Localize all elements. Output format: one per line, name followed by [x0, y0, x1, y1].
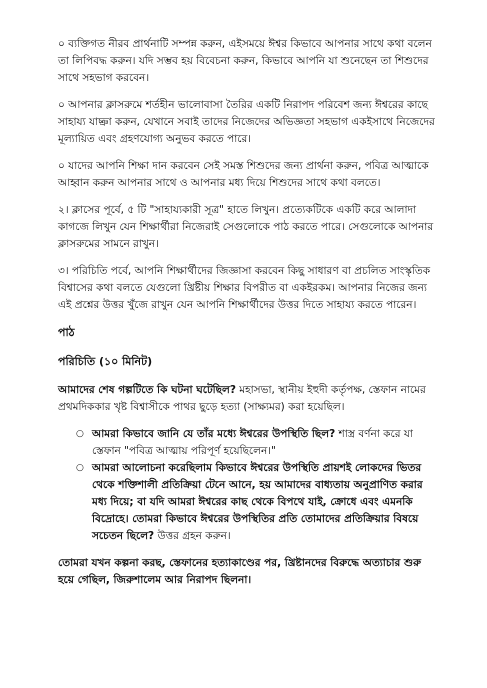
question-text: আমরা কিভাবে জানি যে তাঁর মধ্যে ঈশ্বরের উপস্থিতি ছিল? [92, 428, 336, 440]
question-text: আমরা আলোচনা করেছিলাম কিভাবে ঈশ্বরের উপস্থিতি প্রায়শই লোকদের ভিতর থেকে শক্তিশালী প্রতিক্রিয়া টেনে আনে, হয় আমাদের বাধ্যতায় অনুপ্রাণিত করার মধ্য দিয়ে; বা যদি আমরা ঈশ্বরের কাছ থেকে বিপথে যাই, ক্রোধে এবং এমনকি বিদ্রোহে। তোমরা কিভাবে ঈশ্বরের উপস্থিতির প্রতি তোমাদের প্রতিক্রিয়ার বিষয়ে সচেতন ছিলে? [92, 462, 423, 542]
question-answer: শাস্ত্র বর্ণনা করে যা স্তেফান "পবিত্র আত্মায় পরিপূর্ণ হয়েছিলেন।" [92, 428, 413, 457]
prayer-instruction-2: ০ আপনার ক্লাসরুমে শর্তহীন ভালোবাসা তৈরির একটি নিরাপদ পরিবেশ জন্য ঈশ্বরের কাছে সাহায্য যাচ্ঞা করুন, যেখানে সবাই তাদের নিজেদের অভিজ্ঞতা সহভাগ একইসাথে নিজেদের মূল্যায়িত এবং গ্রহণযোগ্য অনুভব করতে পারে। [58, 99, 435, 145]
intro-answer: মহাসভা, স্থানীয় ইহুদী কর্তৃপক্ষ, স্তেফান নামের প্রথমদিককার খৃষ্ট বিশ্বাসীকে পাথর ছুড়ে হত্যা (সাক্ষ্যমর) করা হয়েছিল। [58, 384, 426, 413]
lesson-heading: পাঠ [58, 326, 75, 339]
intro-heading: পরিচিতি (১০ মিনিট) [58, 355, 153, 368]
discussion-question-list [58, 426, 436, 545]
list-item [76, 426, 436, 460]
list-item [76, 460, 436, 545]
circle-bullet-icon: ○ [76, 429, 84, 439]
circle-bullet-icon: ○ [76, 463, 84, 473]
prayer-instruction-1: ০ ব্যক্তিগত নীরব প্রার্থনাটি সম্পন্ন করুন, এইসময়ে ঈশ্বর কিভাবে আপনার সাথে কথা বলেন তা লিপিবদ্ধ করুন। যদি সম্ভব হয় বিবেচনা করুন, কিভাবে আপনি যা শুনেছেন তা শিশুদের সাথে সহভাগ করবেন। [58, 38, 432, 84]
preparation-step-2: ২। ক্লাসের পূর্বে, ৫ টি "সাহায্যকারী সূত্র" হাতে লিখুন। প্রত্যেকটিকে একটি করে আলাদা কাগজে লিখুন যেন শিক্ষার্থীরা নিজেরাই সেগুলোকে পাঠ করতে পারে। সেগুলোকে আপনার ক্লাসরুমের সামনে রাখুন। [58, 204, 434, 250]
intro-question: আমাদের শেষ গল্পটিতে কি ঘটনা ঘটেছিল? [58, 384, 236, 396]
preparation-step-3: ৩। পরিচিতি পর্বে, আপনি শিক্ষার্থীদের জিজ্ঞাসা করবেন কিছু সাধারণ বা প্রচলিত সাংস্কৃতিক বিশ্বাসের কথা বলতে যেগুলো খ্রিষ্টীয় শিক্ষার বিপরীত বা একইরকম। আপনার নিজের জন্য এই প্রশ্নের উত্তর খুঁজে রাখুন যেন আপনি শিক্ষার্থীদের উত্তর দিতে সাহায্য করতে পারেন। [58, 265, 431, 311]
closing-paragraph: তোমরা যখন কল্পনা করছ, স্তেফানের হত্যাকাণ্ডের পর, খ্রিষ্টানদের বিরুদ্ধে অত্যাচার শুরু হয়ে গেছিল, জিরুশালেম আর নিরাপদ ছিলনা। [58, 557, 422, 586]
question-answer: উত্তর গ্রহন করুন। [154, 530, 231, 542]
prayer-instruction-3: ০ যাদের আপনি শিক্ষা দান করবেন সেই সমস্ত শিশুদের জন্য প্রার্থনা করুন, পবিত্র আত্মাকে আহ্বান করুন আপনার সাথে ও আপনার মধ্য দিয়ে শিশুদের সাথে কথা বলতে। [58, 160, 429, 189]
document-page [58, 36, 436, 599]
intro-paragraph [58, 382, 436, 416]
